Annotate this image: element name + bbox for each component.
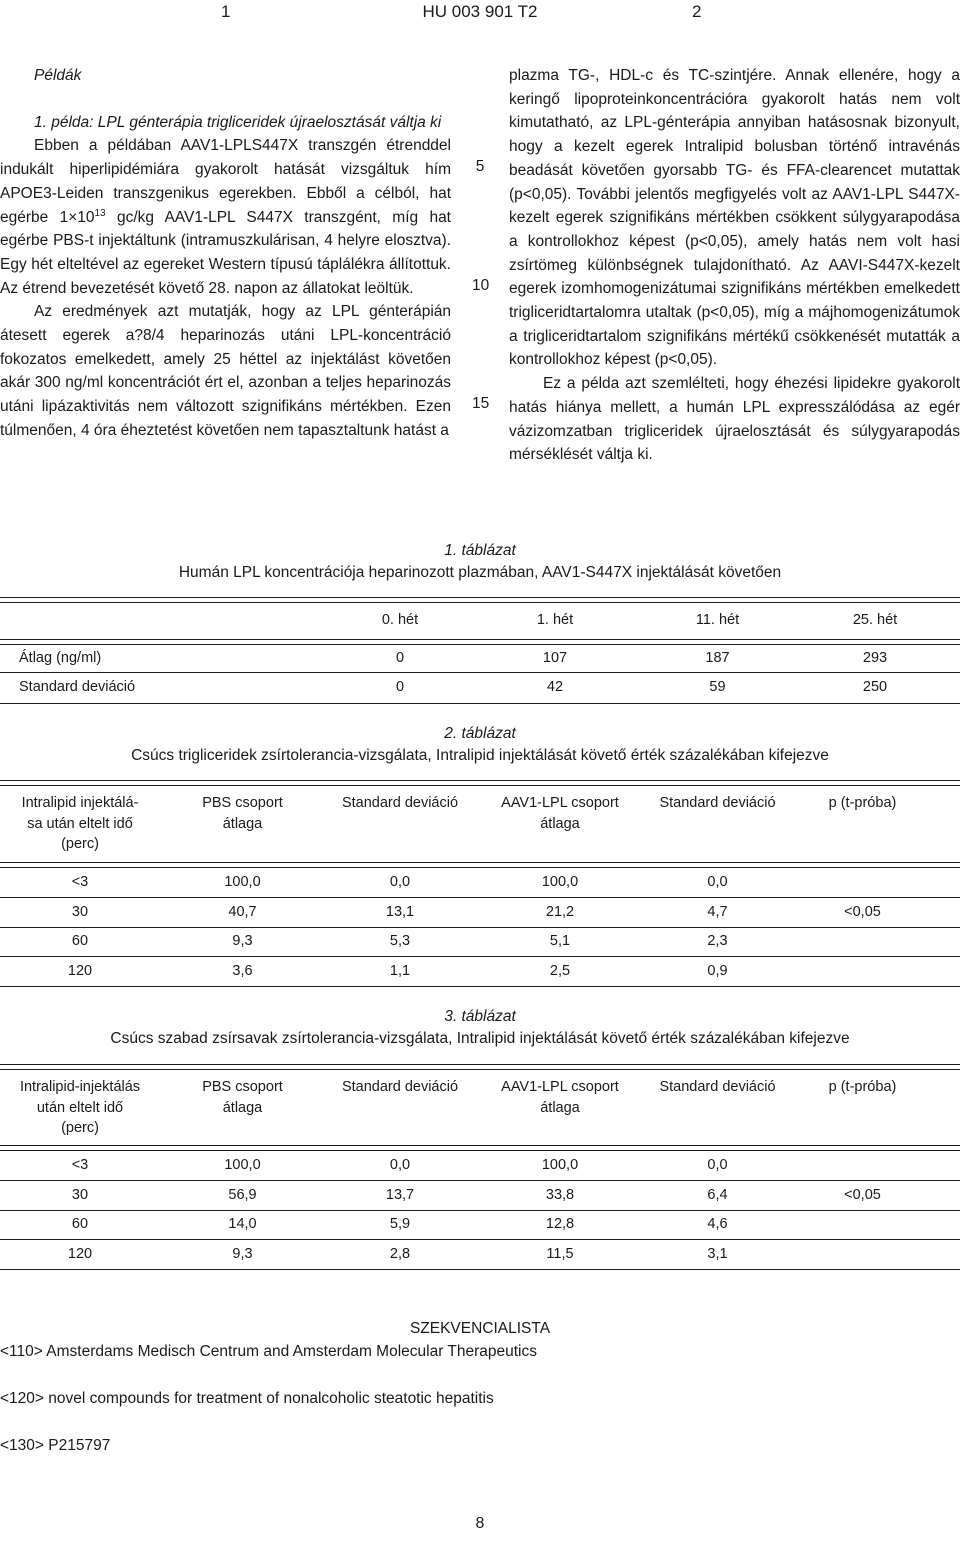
page-number: 8: [475, 1515, 485, 1532]
table-rule: [0, 1269, 960, 1270]
table3-caption: [0, 1006, 960, 1050]
section-heading: Példák: [34, 67, 82, 84]
table2-cell: <0,05: [844, 903, 881, 920]
table3-cell: 5,9: [389, 1216, 411, 1232]
table2-col-header: [165, 793, 320, 834]
table1-title: Humán LPL koncentrációja heparinozott plazmában, AAV1-S447X injektálását követően: [178, 564, 782, 581]
line-number: 15: [472, 395, 490, 412]
header-line: sa után eltelt idő: [27, 815, 133, 832]
table-rule: [0, 644, 960, 645]
table3-cell: 12,8: [545, 1216, 575, 1232]
table3-col-header: [165, 1077, 320, 1118]
table-rule: [0, 1150, 960, 1151]
table3-cell: 3,1: [707, 1245, 728, 1262]
table2-cell: 9,3: [232, 933, 253, 949]
table2-title: Csúcs trigliceridek zsírtolerancia-vizsgálata, Intralipid injektálását követő érték százalékában kifejezve: [131, 747, 829, 764]
table1-number: 1. táblázat: [444, 542, 516, 559]
table-rule: [0, 986, 960, 987]
table-rule: [0, 956, 960, 957]
table2-cell: 13,1: [385, 903, 415, 920]
table-rule: [0, 867, 960, 868]
header-line: PBS csoport: [202, 795, 283, 811]
table-rule: [0, 862, 960, 863]
table2-number: 2. táblázat: [444, 725, 516, 742]
table1-cell: 187: [705, 650, 730, 666]
sequence-entry: <110> Amsterdams Medisch Centrum and Amsterdam Molecular Therapeutics: [0, 1343, 538, 1360]
line-number: 5: [475, 158, 485, 175]
table3-cell: 6,4: [707, 1186, 728, 1203]
table1-row-label: Átlag (ng/ml): [19, 650, 102, 666]
paragraph: plazma TG-, HDL-c és TC-szintjére. Annak ellenére, hogy a keringő lipoproteinkoncentrációra gyakorolt hatás nem volt kimutatható, az LPL-génterápia annyiban hatásosnak bizonyult, hogy a kezelt egerek Intralipid bolusban történő intravénás beadását követően gyorsabb TG- és FFA-clearencet mutattak (p<0,05). További jelentős megfigyelés volt az AAV1-LPL S447X-kezelt egerek szignifikáns mértékben csökkent súlygyarapodása a kontrollokhoz képest (p<0,05), amely hatás nem volt hasi zsírtömeg különbségnek tulajdonítható. Az AAVI-S447X-kezelt egerek izomhomogenizátumai szignifikáns mértékben emelkedett trigliceridtartalomra utaltak (p<0,05), míg a májhomogenizátumok a trigliceridtartalom szignifikáns mértékű csökkenését mutatták a kontrollokhoz képest (p<0,05).: [509, 67, 960, 369]
table3-col-header: p (t-próba): [828, 1079, 897, 1095]
table2-col-header: p (t-próba): [828, 795, 897, 811]
table2-cell: 0,0: [389, 874, 411, 890]
header-line: Intralipid injektálá-: [21, 795, 139, 811]
table2-cell: 120: [67, 962, 93, 979]
table3-col-header: Standard deviáció: [341, 1079, 459, 1095]
header-left-page-number: 1: [221, 2, 231, 21]
table3-cell: 30: [71, 1186, 89, 1203]
table1-row-label: Standard deviáció: [19, 679, 136, 695]
table2-cell: 30: [71, 903, 89, 920]
header-line: átlaga: [540, 1099, 580, 1116]
table1-cell: 250: [862, 679, 888, 695]
table2-cell: 3,6: [232, 962, 253, 979]
table3-cell: 4,6: [707, 1216, 728, 1232]
line-number: 10: [472, 277, 490, 294]
table2-cell: 1,1: [389, 962, 411, 979]
table2-cell: 5,1: [549, 933, 571, 949]
table3-cell: 0,0: [707, 1157, 728, 1173]
table-rule: [0, 1145, 960, 1146]
paragraph-text: Ebben a példában AAV1-LPLS447X transzgén étrenddel indukált hiperlipidémiára gyakorolt hatását vizsgáltuk hím APOE3-Leiden transzgenikus egerekben. Ebből a célból, hat egérbe 1×10: [0, 137, 451, 226]
table1-cell: 42: [546, 679, 564, 695]
sequence-entry: <120> novel compounds for treatment of nonalcoholic steatotic hepatitis: [0, 1390, 494, 1407]
table2-cell: 100,0: [541, 874, 579, 890]
header-patent-number: HU 003 901 T2: [422, 2, 538, 21]
table2-col-header: [0, 793, 160, 855]
right-column: [509, 64, 960, 467]
table-rule: [0, 1239, 960, 1240]
table1-cell: 293: [862, 650, 888, 666]
table-rule: [0, 1180, 960, 1181]
table3-cell: 100,0: [541, 1157, 579, 1173]
header-line: (perc): [61, 1120, 99, 1136]
table1-cell: 0: [395, 650, 405, 666]
table-rule: [0, 785, 960, 786]
table3-cell: 120: [67, 1245, 93, 1262]
table-rule: [0, 897, 960, 898]
paragraph: Ez a példa azt szemlélteti, hogy éhezési lipidekre gyakorolt hatás hiánya mellett, a humán LPL expresszálódása az egér vázizomzatban trigliceridek újraelosztását és súlygyarapodás mérséklését váltja ki.: [509, 375, 960, 464]
table2-cell: 40,7: [228, 903, 257, 920]
table3-col-header: [0, 1077, 160, 1139]
table2-cell: <3: [71, 874, 89, 890]
table2-col-header: Standard deviáció: [341, 795, 459, 811]
table-rule: [0, 1069, 960, 1070]
header-line: (perc): [61, 836, 99, 852]
table1-col-header: 0. hét: [381, 612, 419, 628]
table3-cell: 33,8: [545, 1186, 575, 1203]
table2-cell: 4,7: [707, 903, 728, 920]
table1-cell: 107: [542, 650, 568, 666]
header-line: átlaga: [222, 815, 263, 832]
example-heading: 1. példa: LPL génterápia trigliceridek újraelosztását váltja ki: [34, 113, 442, 131]
table-rule: [0, 597, 960, 598]
sequence-entry: <130> P215797: [0, 1437, 111, 1454]
table3-cell: 13,7: [385, 1186, 415, 1203]
table-rule: [0, 672, 960, 673]
table3-cell: <3: [71, 1157, 89, 1173]
table-rule: [0, 639, 960, 640]
table1-col-header: 1. hét: [536, 612, 574, 628]
table-rule: [0, 780, 960, 781]
table3-cell: <0,05: [844, 1186, 881, 1203]
table3-number: 3. táblázat: [444, 1008, 516, 1025]
header-line: AAV1-LPL csoport: [501, 795, 619, 811]
paragraph-text: gc/kg AAV1-LPL S447X transzgént, míg hat egérbe PBS-t injektáltunk (intramuszkulárisan, 4 helyre elosztva). Egy hét elteltével az egereket Western típusú táplálékra állítottuk. Az étrend bevezetését követő 28. napon az állatokat leöltük.: [0, 208, 451, 297]
table3-cell: 11,5: [546, 1245, 574, 1262]
table1-caption: [0, 540, 960, 584]
table2-cell: 0,9: [707, 962, 728, 979]
table2-cell: 2,5: [549, 962, 571, 979]
paragraph: Az eredmények azt mutatják, hogy az LPL génterápián átesett egerek a?8/4 heparinozás utáni LPL-koncentráció fokozatos emelkedett, amely 25 héttel az injektálást követően akár 300 ng/ml koncentrációt ért el, azonban a teljes heparinozás utáni lipázaktivitás nem változott szignifikáns mértékben. Ezen túlmenően, 4 óra éheztetést követően nem tapasztaltunk hatást a: [0, 303, 451, 439]
table-rule: [0, 602, 960, 603]
superscript: 13: [94, 207, 106, 219]
header-line: AAV1-LPL csoport: [501, 1079, 619, 1095]
table3-cell: 14,0: [228, 1216, 257, 1232]
header-line: átlaga: [540, 815, 580, 832]
table2-cell: 21,2: [545, 903, 575, 920]
paragraph: [0, 134, 451, 300]
table-rule: [0, 703, 960, 704]
table3-cell: 60: [71, 1216, 89, 1232]
sequence-listing-title: SZEKVENCIALISTA: [409, 1320, 551, 1337]
header-line: után eltelt idő: [36, 1099, 124, 1116]
table3-cell: 2,8: [389, 1245, 411, 1262]
table3-title: Csúcs szabad zsírsavak zsírtolerancia-vizsgálata, Intralipid injektálását követő érték százalékában kifejezve: [110, 1030, 850, 1047]
header-line: Intralipid-injektálás: [19, 1079, 141, 1095]
table-rule: [0, 1064, 960, 1065]
table2-cell: 100,0: [224, 874, 261, 890]
table1-col-header: 11. hét: [695, 612, 740, 628]
table2-col-header: Standard deviáció: [659, 795, 776, 811]
left-column: [0, 64, 451, 443]
table-rule: [0, 927, 960, 928]
table2-cell: 2,3: [707, 933, 728, 949]
table1-col-header: 25. hét: [852, 612, 898, 628]
header-right-page-number: 2: [692, 2, 702, 21]
header-line: PBS csoport: [202, 1079, 283, 1095]
table3-cell: 100,0: [224, 1157, 261, 1173]
table3-cell: 0,0: [389, 1157, 411, 1173]
table3-cell: 56,9: [228, 1186, 257, 1203]
table-rule: [0, 1210, 960, 1211]
table3-cell: 9,3: [232, 1245, 253, 1262]
table2-cell: 5,3: [389, 933, 411, 949]
table1-cell: 0: [395, 679, 405, 695]
table2-cell: 60: [71, 933, 89, 949]
table2-col-header: [480, 793, 640, 834]
table2-caption: [0, 723, 960, 767]
table3-col-header: Standard deviáció: [659, 1079, 776, 1095]
table2-cell: 0,0: [707, 874, 728, 890]
header-line: átlaga: [222, 1099, 263, 1116]
table1-cell: 59: [709, 679, 726, 695]
table3-col-header: [480, 1077, 640, 1118]
